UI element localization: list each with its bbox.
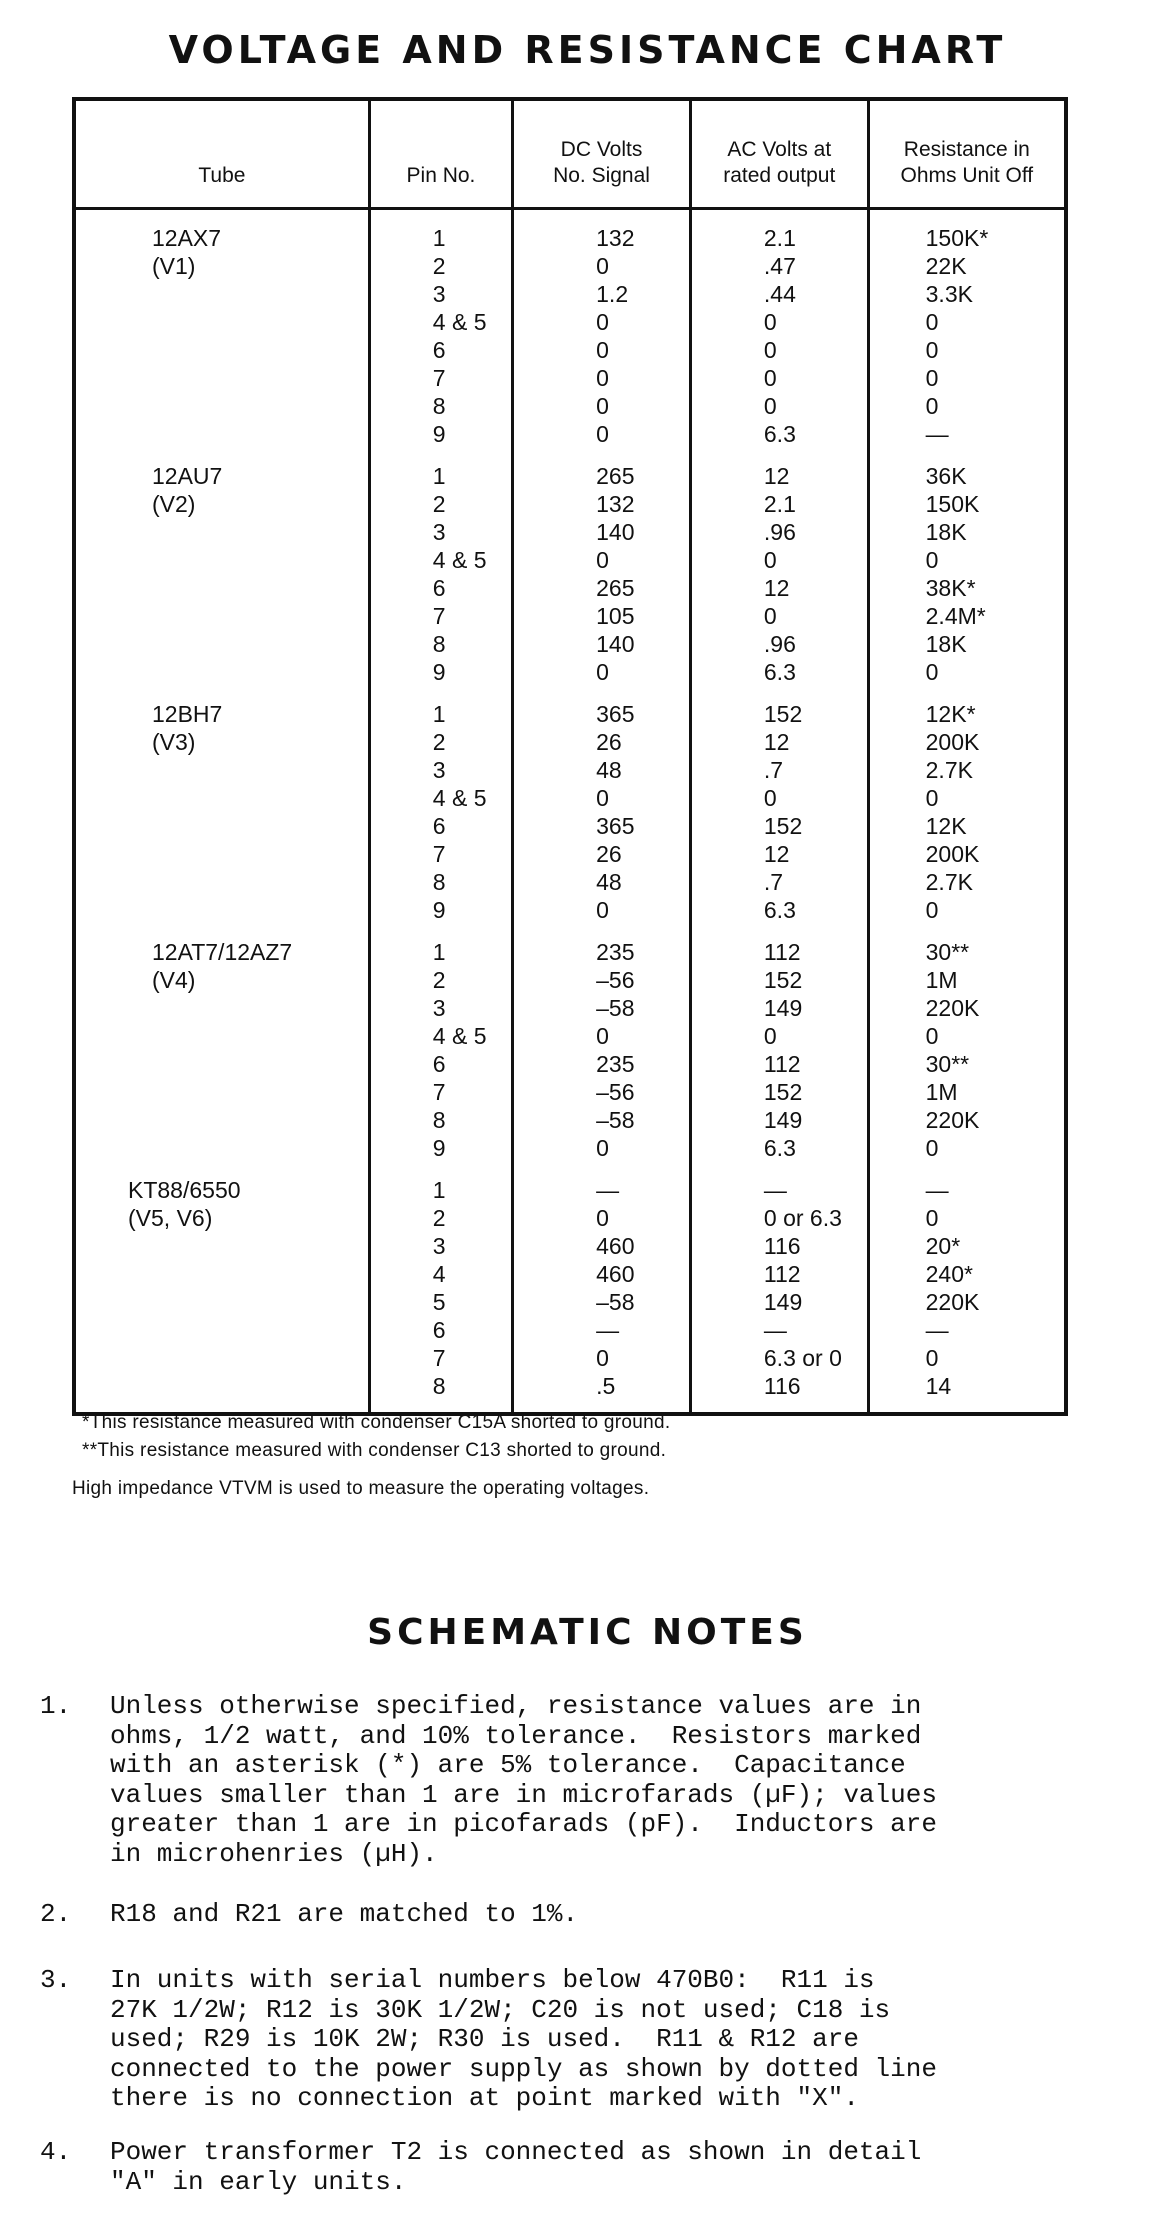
tube-cell [74, 1288, 369, 1316]
tube-cell: (V3) [152, 729, 196, 755]
ac-volts: 152 [690, 1078, 868, 1106]
table-row [74, 756, 1066, 784]
resistance: 30** [868, 924, 1066, 966]
table-row [74, 686, 1066, 728]
dc-volts: 460 [513, 1260, 691, 1288]
resistance: 2.7K [868, 756, 1066, 784]
resistance: 0 [868, 364, 1066, 392]
ac-volts: .47 [690, 252, 868, 280]
tube-cell [74, 364, 369, 392]
dc-volts: 0 [513, 364, 691, 392]
resistance: 0 [868, 308, 1066, 336]
ac-volts: 2.1 [690, 490, 868, 518]
table-row [74, 252, 1066, 280]
tube-cell [74, 868, 369, 896]
resistance: 150K [868, 490, 1066, 518]
header-tube: Tube [74, 99, 369, 209]
ac-volts: 12 [690, 728, 868, 756]
table-row [74, 308, 1066, 336]
dc-volts: 26 [513, 840, 691, 868]
ac-volts: 12 [690, 448, 868, 490]
dc-volts: –58 [513, 994, 691, 1022]
note-number: 4. [40, 2137, 72, 2167]
table-row [74, 924, 1066, 966]
note-number: 2. [40, 1899, 72, 1929]
tube-cell: (V5, V6) [128, 1205, 213, 1231]
pin-number: 8 [369, 630, 512, 658]
ac-volts: 152 [690, 812, 868, 840]
tube-cell: (V2) [152, 491, 196, 517]
ac-volts: 112 [690, 1050, 868, 1078]
table-header-row [74, 99, 1066, 209]
tube-cell: (V1) [152, 253, 196, 279]
dc-volts: –58 [513, 1106, 691, 1134]
tube-cell [74, 658, 369, 686]
resistance: 0 [868, 1344, 1066, 1372]
resistance: 220K [868, 994, 1066, 1022]
tube-cell: 12AT7/12AZ7 [152, 939, 293, 965]
ac-volts: 0 [690, 1022, 868, 1050]
tube-cell [74, 1022, 369, 1050]
ac-volts: 149 [690, 994, 868, 1022]
ac-volts: 0 [690, 546, 868, 574]
pin-number: 1 [369, 209, 512, 253]
table-row [74, 1134, 1066, 1162]
resistance: 0 [868, 658, 1066, 686]
table-row [74, 392, 1066, 420]
pin-number: 1 [369, 686, 512, 728]
dc-volts: 0 [513, 308, 691, 336]
dc-volts: 132 [513, 209, 691, 253]
resistance: 20* [868, 1232, 1066, 1260]
table-row [74, 574, 1066, 602]
table-row [74, 840, 1066, 868]
ac-volts: .7 [690, 868, 868, 896]
table-body [74, 209, 1066, 1415]
chart-title: VOLTAGE AND RESISTANCE CHART [168, 28, 1007, 72]
pin-number: 2 [369, 966, 512, 994]
table-row [74, 658, 1066, 686]
table-row [74, 280, 1066, 308]
ac-volts: 2.1 [690, 209, 868, 253]
pin-number: 9 [369, 658, 512, 686]
tube-cell [74, 630, 369, 658]
tube-cell [74, 1344, 369, 1372]
resistance: 3.3K [868, 280, 1066, 308]
ac-volts: 152 [690, 966, 868, 994]
table-row [74, 1022, 1066, 1050]
ac-volts: 6.3 [690, 658, 868, 686]
ac-volts: 0 [690, 784, 868, 812]
table-row [74, 1372, 1066, 1414]
ac-volts: 6.3 or 0 [690, 1344, 868, 1372]
footnote-c13: **This resistance measured with condenser C13 shorted to ground. [82, 1440, 667, 1461]
pin-number: 6 [369, 812, 512, 840]
table-row [74, 364, 1066, 392]
tube-cell [74, 784, 369, 812]
voltage-resistance-table [72, 97, 1068, 1416]
table-row [74, 1260, 1066, 1288]
resistance: 22K [868, 252, 1066, 280]
resistance: 240* [868, 1260, 1066, 1288]
tube-cell [74, 280, 369, 308]
tube-cell [74, 1106, 369, 1134]
tube-cell [74, 392, 369, 420]
resistance: 14 [868, 1372, 1066, 1414]
pin-number: 7 [369, 602, 512, 630]
resistance: 30** [868, 1050, 1066, 1078]
dc-volts: 0 [513, 1022, 691, 1050]
resistance: 36K [868, 448, 1066, 490]
table-row [74, 868, 1066, 896]
table-row [74, 896, 1066, 924]
table-row [74, 602, 1066, 630]
dc-volts: 140 [513, 630, 691, 658]
pin-number: 7 [369, 1344, 512, 1372]
resistance: 0 [868, 1134, 1066, 1162]
pin-number: 8 [369, 1372, 512, 1414]
dc-volts: 235 [513, 924, 691, 966]
tube-cell: 12BH7 [152, 701, 223, 727]
resistance: 38K* [868, 574, 1066, 602]
dc-volts: 48 [513, 756, 691, 784]
pin-number: 3 [369, 994, 512, 1022]
resistance: 12K [868, 812, 1066, 840]
footnote-c15a: *This resistance measured with condenser C15A shorted to ground. [82, 1412, 671, 1433]
tube-cell [74, 896, 369, 924]
pin-number: 5 [369, 1288, 512, 1316]
ac-volts: 6.3 [690, 896, 868, 924]
tube-cell [74, 574, 369, 602]
table-row [74, 1316, 1066, 1344]
ac-volts: 0 [690, 364, 868, 392]
tube-cell [74, 1260, 369, 1288]
dc-volts: — [513, 1316, 691, 1344]
dc-volts: 265 [513, 574, 691, 602]
ac-volts: 116 [690, 1372, 868, 1414]
pin-number: 2 [369, 1204, 512, 1232]
pin-number: 2 [369, 490, 512, 518]
pin-number: 3 [369, 518, 512, 546]
dc-volts: 0 [513, 546, 691, 574]
pin-number: 7 [369, 840, 512, 868]
tube-cell [74, 546, 369, 574]
pin-number: 4 [369, 1260, 512, 1288]
table-row [74, 490, 1066, 518]
pin-number: 9 [369, 896, 512, 924]
tube-cell [74, 336, 369, 364]
resistance: 1M [868, 1078, 1066, 1106]
dc-volts: .5 [513, 1372, 691, 1414]
tube-cell: (V4) [152, 967, 196, 993]
dc-volts: 265 [513, 448, 691, 490]
tube-cell [74, 756, 369, 784]
tube-cell [74, 1232, 369, 1260]
tube-cell [74, 602, 369, 630]
table-row [74, 518, 1066, 546]
dc-volts: 1.2 [513, 280, 691, 308]
dc-volts: 132 [513, 490, 691, 518]
resistance: 0 [868, 546, 1066, 574]
tube-cell: 12AX7 [152, 225, 222, 251]
tube-cell [74, 812, 369, 840]
schematic-note [40, 2138, 1140, 2227]
resistance: — [868, 1162, 1066, 1204]
ac-volts: 6.3 [690, 420, 868, 448]
dc-volts: 0 [513, 1134, 691, 1162]
table-row [74, 1050, 1066, 1078]
tube-cell [74, 1316, 369, 1344]
dc-volts: –56 [513, 966, 691, 994]
schematic-notes-title: SCHEMATIC NOTES [367, 1612, 808, 1653]
resistance: 0 [868, 1204, 1066, 1232]
tube-cell [74, 1050, 369, 1078]
dc-volts: 26 [513, 728, 691, 756]
ac-volts: .96 [690, 518, 868, 546]
resistance: 220K [868, 1106, 1066, 1134]
table-row [74, 1288, 1066, 1316]
footnote-vtvm: High impedance VTVM is used to measure the operating voltages. [72, 1478, 650, 1499]
note-text: R18 and R21 are matched to 1%. [110, 1899, 579, 1929]
dc-volts: 0 [513, 392, 691, 420]
table-row [74, 1344, 1066, 1372]
pin-number: 3 [369, 756, 512, 784]
dc-volts: 0 [513, 1204, 691, 1232]
ac-volts: 152 [690, 686, 868, 728]
dc-volts: 140 [513, 518, 691, 546]
table-row [74, 1204, 1066, 1232]
table-row [74, 784, 1066, 812]
resistance: 18K [868, 518, 1066, 546]
resistance: 0 [868, 896, 1066, 924]
dc-volts: 0 [513, 784, 691, 812]
pin-number: 6 [369, 336, 512, 364]
note-number: 3. [40, 1965, 72, 1995]
resistance: 0 [868, 1022, 1066, 1050]
table-row [74, 966, 1066, 994]
resistance: 18K [868, 630, 1066, 658]
ac-volts: .96 [690, 630, 868, 658]
dc-volts: 0 [513, 1344, 691, 1372]
ac-volts: — [690, 1316, 868, 1344]
ac-volts: 12 [690, 574, 868, 602]
pin-number: 4 & 5 [369, 308, 512, 336]
resistance: 12K* [868, 686, 1066, 728]
ac-volts: — [690, 1162, 868, 1204]
table-row [74, 1078, 1066, 1106]
pin-number: 8 [369, 1106, 512, 1134]
table-row [74, 420, 1066, 448]
ac-volts: .7 [690, 756, 868, 784]
dc-volts: 105 [513, 602, 691, 630]
pin-number: 4 & 5 [369, 784, 512, 812]
dc-volts: 0 [513, 252, 691, 280]
resistance: 200K [868, 728, 1066, 756]
ac-volts: 0 or 6.3 [690, 1204, 868, 1232]
pin-number: 1 [369, 448, 512, 490]
note-text: Unless otherwise specified, resistance values are in ohms, 1/2 watt, and 10% tolerance. Resistors marked with an asterisk (*) are 5% tolerance. Capacitance values smaller than 1 are in microfarads (µF); values greater than 1 are in picofarads (pF). Inductors are in microhenries (µH). [110, 1691, 937, 1869]
pin-number: 8 [369, 868, 512, 896]
ac-volts: 0 [690, 308, 868, 336]
dc-volts: –58 [513, 1288, 691, 1316]
pin-number: 3 [369, 1232, 512, 1260]
ac-volts: 0 [690, 602, 868, 630]
header-ac-volts: AC Volts at rated output [690, 99, 868, 209]
tube-cell [74, 420, 369, 448]
dc-volts: –56 [513, 1078, 691, 1106]
pin-number: 9 [369, 420, 512, 448]
schematic-note [40, 1965, 1140, 2113]
tube-cell [74, 994, 369, 1022]
pin-number: 1 [369, 1162, 512, 1204]
ac-volts: 149 [690, 1288, 868, 1316]
table-row [74, 1106, 1066, 1134]
pin-number: 3 [369, 280, 512, 308]
pin-number: 6 [369, 1316, 512, 1344]
dc-volts: 365 [513, 812, 691, 840]
resistance: 0 [868, 392, 1066, 420]
tube-cell [74, 518, 369, 546]
resistance: 220K [868, 1288, 1066, 1316]
pin-number: 6 [369, 1050, 512, 1078]
ac-volts: 6.3 [690, 1134, 868, 1162]
table-row [74, 630, 1066, 658]
tube-cell [74, 1134, 369, 1162]
ac-volts: 112 [690, 1260, 868, 1288]
resistance: 1M [868, 966, 1066, 994]
tube-cell [74, 1372, 369, 1414]
tube-cell [74, 1078, 369, 1106]
resistance: 200K [868, 840, 1066, 868]
ac-volts: .44 [690, 280, 868, 308]
dc-volts: 0 [513, 420, 691, 448]
resistance: 0 [868, 784, 1066, 812]
table-row [74, 546, 1066, 574]
resistance: 2.4M* [868, 602, 1066, 630]
tube-cell [74, 840, 369, 868]
ac-volts: 12 [690, 840, 868, 868]
pin-number: 2 [369, 252, 512, 280]
pin-number: 4 & 5 [369, 1022, 512, 1050]
pin-number: 7 [369, 364, 512, 392]
table-row [74, 994, 1066, 1022]
table-row [74, 1232, 1066, 1260]
table-row [74, 812, 1066, 840]
note-number: 1. [40, 1691, 72, 1721]
dc-volts: 0 [513, 896, 691, 924]
table-row [74, 728, 1066, 756]
header-dc-volts: DC Volts No. Signal [513, 99, 691, 209]
table-row [74, 1162, 1066, 1204]
dc-volts: 365 [513, 686, 691, 728]
table-row [74, 448, 1066, 490]
dc-volts: 460 [513, 1232, 691, 1260]
header-pin: Pin No. [369, 99, 512, 209]
schematic-note [40, 1691, 1140, 1869]
ac-volts: 0 [690, 392, 868, 420]
pin-number: 6 [369, 574, 512, 602]
ac-volts: 0 [690, 336, 868, 364]
tube-cell: 12AU7 [152, 463, 223, 489]
resistance: 2.7K [868, 868, 1066, 896]
pin-number: 1 [369, 924, 512, 966]
dc-volts: 0 [513, 658, 691, 686]
header-resistance: Resistance in Ohms Unit Off [868, 99, 1066, 209]
ac-volts: 149 [690, 1106, 868, 1134]
table-row [74, 336, 1066, 364]
table-row [74, 209, 1066, 253]
pin-number: 7 [369, 1078, 512, 1106]
dc-volts: 0 [513, 336, 691, 364]
resistance: 150K* [868, 209, 1066, 253]
resistance: — [868, 1316, 1066, 1344]
ac-volts: 112 [690, 924, 868, 966]
pin-number: 2 [369, 728, 512, 756]
ac-volts: 116 [690, 1232, 868, 1260]
tube-cell [74, 308, 369, 336]
resistance: — [868, 420, 1066, 448]
note-text: Power transformer T2 is connected as shown in detail "A" in early units. [110, 2137, 922, 2197]
dc-volts: 235 [513, 1050, 691, 1078]
resistance: 0 [868, 336, 1066, 364]
note-text: In units with serial numbers below 470B0: R11 is 27K 1/2W; R12 is 30K 1/2W; C20 is not used; C18 is used; R29 is 10K 2W; R30 is used. R11 & R12 are connected to the power supply as shown by dotted line there is no connection at point marked with "X". [110, 1965, 937, 2113]
tube-cell: KT88/6550 [128, 1177, 241, 1203]
pin-number: 9 [369, 1134, 512, 1162]
dc-volts: 48 [513, 868, 691, 896]
pin-number: 8 [369, 392, 512, 420]
pin-number: 4 & 5 [369, 546, 512, 574]
dc-volts: — [513, 1162, 691, 1204]
